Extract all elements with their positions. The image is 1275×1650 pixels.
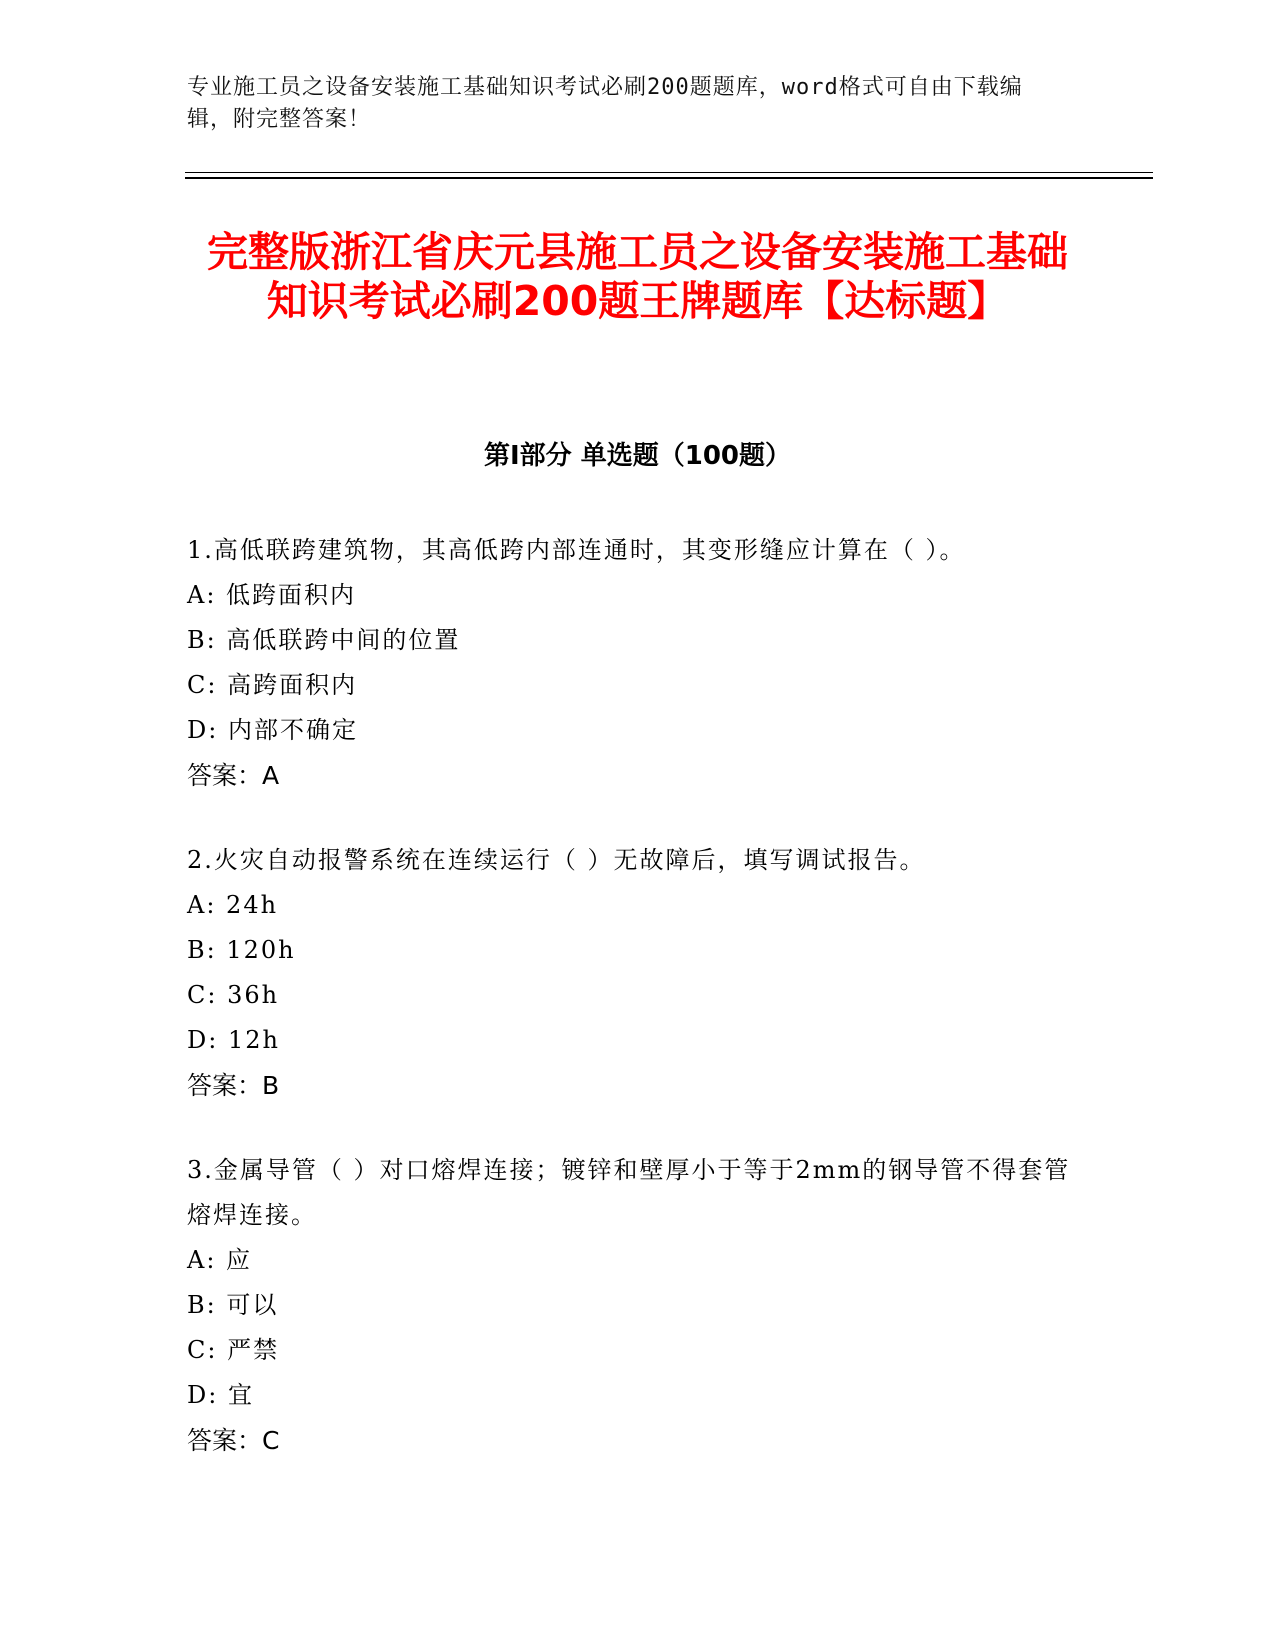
section-heading: 第I部分 单选题（100题） (484, 441, 791, 471)
option-a: A: 应 (187, 1246, 253, 1274)
answer: 答案：B (187, 1071, 280, 1100)
question-stem: 3.金属导管（ ）对口熔焊连接；镀锌和壁厚小于等于2mm的钢导管不得套管熔焊连接。 (187, 1156, 1071, 1229)
option-a: A: 24h (187, 891, 279, 919)
question-stem: 2.火灾自动报警系统在连续运行（ ）无故障后，填写调试报告。 (187, 846, 926, 874)
question-1 (187, 528, 1087, 798)
header-note: 专业施工员之设备安装施工基础知识考试必刷200题题库，word格式可自由下载编辑，附完整答案！ (187, 75, 1023, 132)
option-b: B: 120h (187, 936, 296, 964)
question-2 (187, 838, 1087, 1108)
option-d: D: 12h (187, 1026, 280, 1054)
question-stem: 1.高低联跨建筑物，其高低跨内部连通时，其变形缝应计算在（ ）。 (187, 536, 966, 564)
option-c: C: 高跨面积内 (187, 671, 358, 699)
header-rule-thin (185, 172, 1153, 173)
answer: 答案：C (187, 1426, 280, 1455)
question-3 (187, 1148, 1087, 1463)
option-a: A: 低跨面积内 (187, 581, 357, 609)
document-title: 完整版浙江省庆元县施工员之设备安装施工基础知识考试必刷200题王牌题库【达标题】 (207, 228, 1068, 325)
question-list (187, 528, 1087, 1503)
option-b: B: 高低联跨中间的位置 (187, 626, 461, 654)
answer: 答案：A (187, 761, 280, 790)
option-d: D: 内部不确定 (187, 716, 358, 744)
option-c: C: 36h (187, 981, 280, 1009)
option-b: B: 可以 (187, 1291, 279, 1319)
option-c: C: 严禁 (187, 1336, 280, 1364)
header-rule-thick (185, 177, 1153, 179)
option-d: D: 宜 (187, 1381, 254, 1409)
